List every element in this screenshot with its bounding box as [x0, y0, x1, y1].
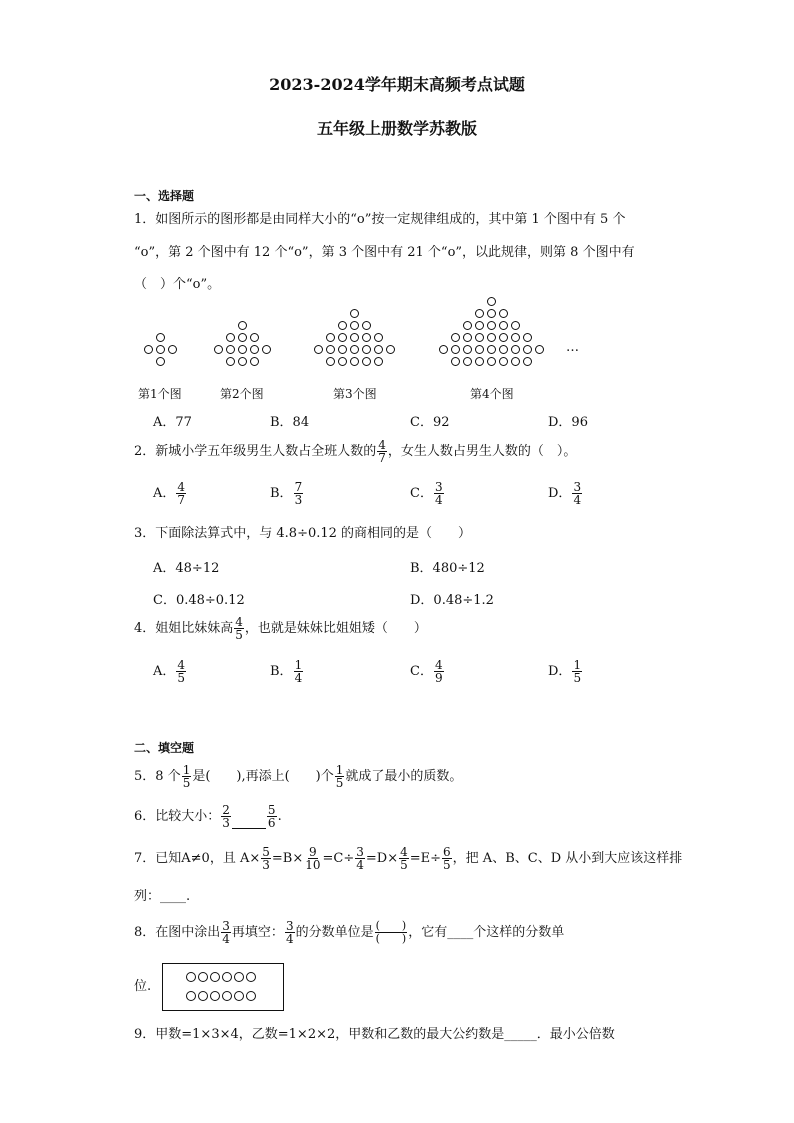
q4-option-b[interactable]: B． $\frac{1}{4}$ [270, 658, 303, 685]
q1-option-d[interactable]: D．96 [548, 415, 588, 430]
circle-icon [487, 309, 496, 318]
circle-icon[interactable] [198, 972, 208, 982]
circle-icon [374, 357, 383, 366]
circle-row-bottom[interactable] [185, 990, 257, 1005]
q3-option-b[interactable]: B．480÷12 [410, 561, 485, 576]
circle-icon[interactable] [234, 991, 244, 1001]
circle-icon [487, 297, 496, 306]
circle-icon [475, 357, 484, 366]
q4-option-d[interactable]: D． $\frac{1}{5}$ [548, 658, 582, 685]
q4-option-a[interactable]: A． $\frac{4}{5}$ [153, 658, 186, 685]
circle-icon [463, 333, 472, 342]
circle-icon [326, 333, 335, 342]
circle-icon[interactable] [210, 972, 220, 982]
circle-icon [250, 333, 259, 342]
circle-icon [238, 321, 247, 330]
circle-icon [262, 345, 271, 354]
section-heading-choice: 一、选择题 [134, 189, 195, 203]
q3-option-d[interactable]: D．0.48÷1.2 [410, 593, 494, 608]
circle-icon [523, 333, 532, 342]
fraction: $\frac{4}{7}$ [378, 438, 386, 465]
circle-icon [499, 357, 508, 366]
q2-option-d[interactable]: D． $\frac{3}{4}$ [548, 480, 582, 507]
circle-icon [439, 345, 448, 354]
circle-icon [362, 321, 371, 330]
circle-icon [475, 345, 484, 354]
section-heading-fill: 二、填空题 [134, 741, 195, 755]
circle-icon [250, 345, 259, 354]
circle-icon [499, 321, 508, 330]
circle-icon[interactable] [246, 972, 256, 982]
circle-icon[interactable] [222, 972, 232, 982]
circle-icon [386, 345, 395, 354]
circle-icon [144, 345, 153, 354]
circle-icon [475, 321, 484, 330]
q3-option-c[interactable]: C．0.48÷0.12 [153, 593, 245, 608]
circle-icon [350, 357, 359, 366]
circle-icon [511, 333, 520, 342]
q3-option-a[interactable]: A．48÷12 [153, 561, 220, 576]
q2-option-c[interactable]: C． $\frac{3}{4}$ [410, 480, 443, 507]
q6-stem: 6．比较大小： $\frac{2}{3}$ $\frac{5}{6}$ . [134, 803, 282, 830]
circle-icon [535, 345, 544, 354]
circle-icon[interactable] [222, 991, 232, 1001]
circle-icon [487, 345, 496, 354]
q2-stem: 2．新城小学五年级男生人数占全班人数的 $\frac{4}{7}$ ，女生人数占男生人数的（ ）。 [134, 438, 577, 465]
circle-icon [350, 333, 359, 342]
circle-icon [511, 357, 520, 366]
q4-stem: 4．姐姐比妹妹高 $\frac{4}{5}$ ，也就是妹妹比姐姐矮（ ） [134, 615, 427, 642]
figure-ellipsis: … [566, 340, 579, 355]
circle-icon [523, 357, 532, 366]
circle-icon [499, 309, 508, 318]
q1-line2: “o”，第 2 个图中有 12 个“o”，第 3 个图中有 21 个“o”，以此规律，则第 8 个图中有 [134, 245, 635, 260]
figure-caption-2: 第2个图 [220, 387, 264, 401]
q2-option-a[interactable]: A． $\frac{4}{7}$ [153, 480, 186, 507]
circle-icon [338, 321, 347, 330]
circle-icon [156, 357, 165, 366]
circle-icon [238, 333, 247, 342]
circle-icon [314, 345, 323, 354]
circle-icon [362, 357, 371, 366]
circle-icon [226, 345, 235, 354]
circle-icon[interactable] [246, 991, 256, 1001]
circle-icon [168, 345, 177, 354]
q2-option-b[interactable]: B． $\frac{7}{3}$ [270, 480, 303, 507]
q7-stem: 7．已知A≠0，且 A× $\frac{5}{3}$ =B× $\frac{9}{10}$ =C÷ $\frac{3}{4}$ =D× $\frac{4}{5}$ =E÷ $\frac{6}{5}$ ，把 A、B、C、D 从小到大应该这样排 [134, 845, 683, 872]
circle-icon [362, 345, 371, 354]
circle-icon[interactable] [186, 991, 196, 1001]
circle-icon[interactable] [210, 991, 220, 1001]
q4-option-c[interactable]: C． $\frac{4}{9}$ [410, 658, 443, 685]
q1-line1: 1．如图所示的图形都是由同样大小的“o”按一定规律组成的，其中第 1 个图中有 5 个 [134, 212, 626, 227]
q1-option-a[interactable]: A．77 [153, 415, 192, 430]
circle-icon [487, 321, 496, 330]
page-subtitle: 五年级上册数学苏教版 [316, 119, 477, 138]
figure-caption-1: 第1个图 [138, 387, 182, 401]
circle-icon [326, 345, 335, 354]
circle-icon[interactable] [234, 972, 244, 982]
figure-caption-4: 第4个图 [470, 387, 514, 401]
q8-line2: 位. [134, 979, 152, 994]
figure-caption-3: 第3个图 [333, 387, 377, 401]
q1-line3: （ ）个“o”。 [134, 277, 221, 292]
circle-icon [156, 333, 165, 342]
circle-icon [338, 345, 347, 354]
circle-icon [511, 321, 520, 330]
circle-icon [463, 345, 472, 354]
circle-icon [238, 345, 247, 354]
q1-option-c[interactable]: C．92 [410, 415, 450, 430]
circle-icon [226, 357, 235, 366]
circle-icon[interactable] [198, 991, 208, 1001]
circle-icon [156, 345, 165, 354]
circle-icon [214, 345, 223, 354]
q5-stem: 5．8 个 $\frac{1}{5}$ 是( ),再添上( )个 $\frac{1}{5}$ 就成了最小的质数。 [134, 763, 463, 790]
circle-icon [463, 357, 472, 366]
circle-icon [451, 357, 460, 366]
circle-icon [350, 345, 359, 354]
circle-icon [487, 333, 496, 342]
circle-icon [374, 333, 383, 342]
circle-icon [463, 321, 472, 330]
circle-icon [226, 333, 235, 342]
circle-icon [523, 345, 532, 354]
circle-icon [338, 333, 347, 342]
circle-icon [362, 333, 371, 342]
circle-icon[interactable] [186, 972, 196, 982]
circle-icon [511, 345, 520, 354]
circle-icon [487, 357, 496, 366]
circle-icon [350, 321, 359, 330]
circle-icon [250, 357, 259, 366]
q1-option-b[interactable]: B．84 [270, 415, 310, 430]
circle-icon [475, 309, 484, 318]
circle-icon [475, 333, 484, 342]
q8-stem: 8．在图中涂出 $\frac{3}{4}$ 再填空： $\frac{3}{4}$ 的分数单位是 $\frac{( )}{( )}$ ，它有____个这样的分数单 [134, 919, 565, 946]
q3-stem: 3．下面除法算式中，与 4.8÷0.12 的商相同的是（ ） [134, 526, 472, 541]
q7-line2: 列：____. [134, 889, 191, 904]
page-title: 2023-2024学年期末高频考点试题 [269, 75, 525, 94]
circle-icon [499, 345, 508, 354]
circle-icon [374, 345, 383, 354]
answer-blank[interactable] [232, 828, 266, 829]
circle-icon [238, 357, 247, 366]
circle-icon [451, 333, 460, 342]
circle-icon [350, 309, 359, 318]
circle-icon [451, 345, 460, 354]
q9-stem: 9．甲数=1×3×4，乙数=1×2×2，甲数和乙数的最大公约数是_____．最小公倍数 [134, 1027, 615, 1042]
q8-circle-box [162, 963, 284, 1011]
circle-icon [499, 333, 508, 342]
circle-icon [338, 357, 347, 366]
circle-row-top[interactable] [185, 971, 257, 986]
circle-icon [326, 357, 335, 366]
